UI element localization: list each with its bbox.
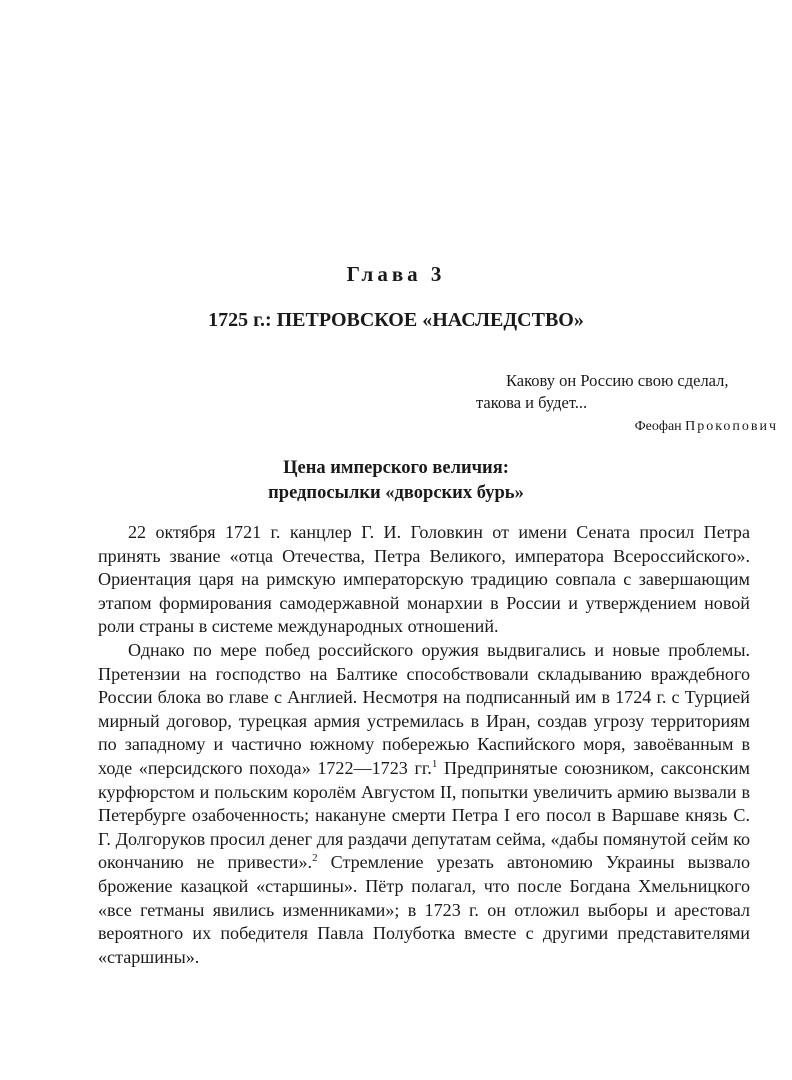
section-title [0,456,792,506]
paragraph-2-part-3: Стремление урезать автономию Украины вызвало брожение казацкой «старшины». Пётр полагал, что после Богдана Хмельницкого «все гетманы явились изменниками»; в 1723 г. он отложил выборы и арестовал вероятного их победителя Павла Полуботка вместе с другими представителями «старшины». [98,852,750,967]
paragraph-2 [98,639,750,969]
body-text [98,521,750,969]
chapter-title: 1725 г.: ПЕТРОВСКОЕ «НАСЛЕДСТВО» [208,309,584,331]
epigraph-line-1: Какову он Россию свою сделал, [506,371,729,390]
epigraph-author-last-name: Прокопович [685,419,778,434]
footnote-ref-1[interactable]: 1 [431,757,438,770]
paragraph-2-part-1: Однако по мере побед российского оружия выдвигались и новые проблемы. Претензии на господство на Балтике способствовали складыванию враждебного России блока во главе с Англией. Несмотря на подписанный им в 1724 г. с Турцией мирный договор, турецкая армия устремилась в Иран, создав угрозу территориям по западному и частично южному побережью Каспийского моря, завоёванным в ходе «персидского похода» 1722—1723 гг. [98,639,750,778]
epigraph [470,370,790,438]
section-title-line-2: предпосылки «дворских бурь» [268,483,524,503]
section-title-line-1: Цена имперского величия: [283,458,509,478]
epigraph-author-first-name: Феофан [634,419,682,434]
footnote-ref-2[interactable]: 2 [312,852,318,865]
epigraph-author [470,416,790,438]
epigraph-line-2: такова и будет... [476,393,588,412]
paragraph-2-part-2: Предпринятые союзником, саксонским курфюрстом и польским королём Августом II, попытки увеличить армию вызвали в Петербурге озабоченность; накануне смерти Петра I его посол в Варшаве князь С. Г. Долгоруков просил денег для раздачи депутатам сейма, «дабы помянутой сейм ко окончанию не привести». [98,757,750,873]
chapter-label: Глава 3 [346,262,446,286]
paragraph-1: 22 октября 1721 г. канцлер Г. И. Головкин от имени Сената просил Петра принять звание «отца Отечества, Петра Великого, императора Всероссийского». Ориентация царя на римскую императорскую традицию совпала с завершающим этапом формирования самодержавной монархии в России и утверждением новой роли страны в системе международных отношений. [98,522,750,637]
